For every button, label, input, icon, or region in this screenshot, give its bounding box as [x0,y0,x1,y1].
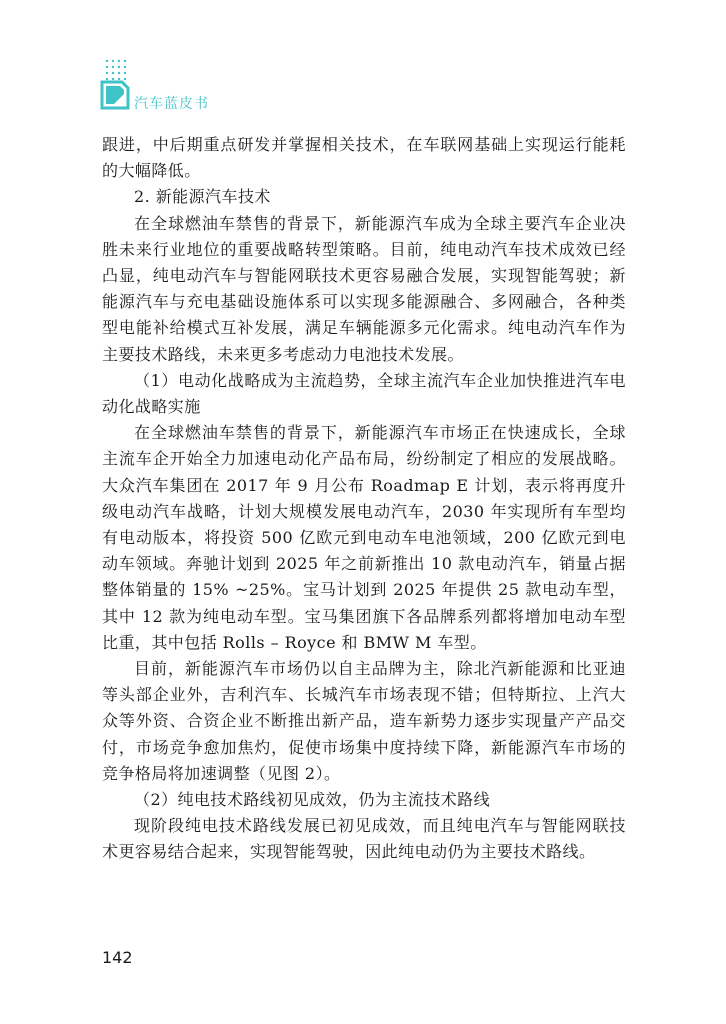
body-text [102,132,626,866]
page-header [100,58,300,128]
subsection-heading: （2）纯电技术路线初见成效，仍为主流技术路线 [134,790,491,810]
series-title: 汽车蓝皮书 [134,96,209,112]
page-number: 142 [102,948,133,967]
paragraph: 在全球燃油车禁售的背景下，新能源汽车市场正在快速成长，全球主流车企开始全力加速电动化产品布局，纷纷制定了相应的发展战略。大众汽车集团在 2017 年 9 月公布 Roadmap E 计划，表示将再度升级电动汽车战略，计划大规模发展电动汽车，2030 年实现所有车型均有电动版本，将投资 500 亿欧元到电动车电池领域，200 亿欧元到电动车领域。奔驰计划到 2025 年之前新推出 10 款电动汽车，销量占据整体销量的 15% ~25%。宝马计划到 2025 年提供 25 款电动车型，其中 12 款为纯电动车型。宝马集团旗下各品牌系列都将增加电动车型比重，其中包括 Rolls – Royce 和 BMW M 车型。 [102,423,626,652]
paragraph: 在全球燃油车禁售的背景下，新能源汽车成为全球主要汽车企业决胜未来行业地位的重要战略转型策略。目前，纯电动汽车技术成效已经凸显，纯电动汽车与智能网联技术更容易融合发展，实现智能驾驶；新能源汽车与充电基础设施体系可以实现多能源融合、多网融合，各种类型电能补给模式互补发展，满足车辆能源多元化需求。纯电动汽车作为主要技术路线，未来更多考虑动力电池技术发展。 [102,213,626,364]
subsection-heading: （1）电动化战略成为主流趋势，全球主流汽车企业加快推进汽车电动化战略实施 [102,370,626,417]
paragraph: 现阶段纯电技术路线发展已初见成效，而且纯电汽车与智能网联技术更容易结合起来，实现智能驾驶，因此纯电动仍为主要技术路线。 [102,816,626,862]
book-logo-icon [100,78,130,110]
paragraph: 目前，新能源汽车市场仍以自主品牌为主，除北汽新能源和比亚迪等头部企业外，吉利汽车、长城汽车市场表现不错；但特斯拉、上汽大众等外资、合资企业不断推出新产品，造车新势力逐步实现量产产品交付，市场竞争愈加焦灼，促使市场集中度持续下降，新能源汽车市场的竞争格局将加速调整（见图 2）。 [102,659,626,783]
section-heading: 2. 新能源汽车技术 [134,187,271,207]
paragraph-continuation: 跟进，中后期重点研发并掌握相关技术，在车联网基础上实现运行能耗的大幅降低。 [102,135,626,181]
